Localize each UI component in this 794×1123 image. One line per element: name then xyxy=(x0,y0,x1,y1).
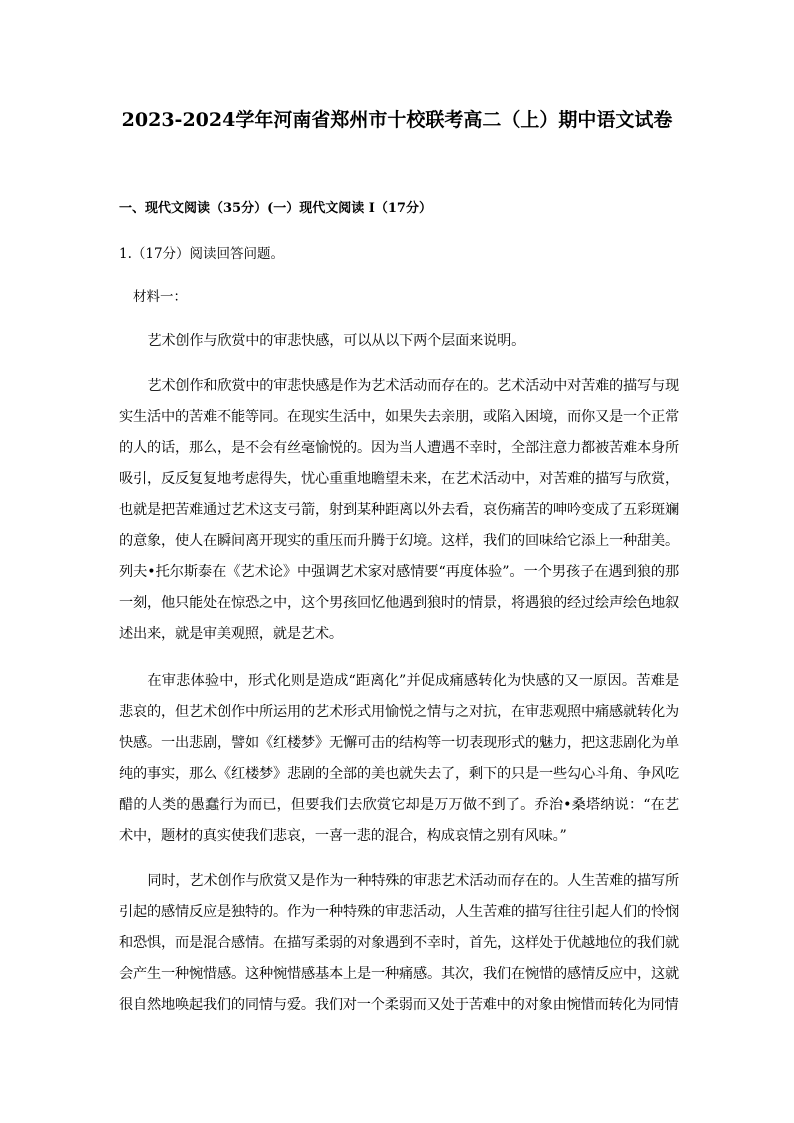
paragraph-special-activity: 同时，艺术创作与欣赏又是作为一种特殊的审悲艺术活动而存在的。人生苦难的描写所引起的感情反应是独特的。作为一种特殊的审悲活动，人生苦难的描写往往引起人们的怜悯和恐惧，而是混合感情。在描写柔弱的对象遇到不幸时，首先，这样处于优越地位的我们就会产生一种惋惜感。这种惋惜感基本上是一种痛感。其次，我们在惋惜的感情反应中，这就很自然地唤起我们的同情与爱。我们对一个柔弱而又处于苦难中的对象由惋惜而转化为同情 xyxy=(119,873,679,1013)
question-prompt: 1.（17分）阅读回答问题。 xyxy=(119,246,285,262)
paragraph-artistic-activity: 艺术创作和欣赏中的审悲快感是作为艺术活动而存在的。艺术活动中对苦难的描写与现实生活中的苦难不能等同。在现实生活中，如果失去亲朋，或陷入困境，而你又是一个正常的人的话，那么，是不会有丝毫愉悦的。因为当人遭遇不幸时，全部注意力都被苦难本身所吸引，反反复复地考虑得失，忧心重重地瞻望未来，在艺术活动中，对苦难的描写与欣赏，也就是把苦难通过艺术这支弓箭，射到某种距离以外去看，哀伤痛苦的呻吟变成了五彩斑斓的意象，使人在瞬间离开现实的重压而升腾于幻境。这样，我们的回味给它添上一种甜美。列夫•托尔斯泰在《艺术论》中强调艺术家对感情要“再度体验”。一个男孩子在遇到狼的那一刻，他只能处在惊恐之中，这个男孩回忆他遇到狼时的情景，将遇狼的经过绘声绘色地叙述出来，就是审美观照，就是艺术。 xyxy=(119,378,679,642)
material-label: 材料一： xyxy=(133,289,187,305)
paragraph-formalization: 在审悲体验中，形式化则是造成“距离化”并促成痛感转化为快感的又一原因。苦难是悲哀的，但艺术创作中所运用的艺术形式用愉悦之情与之对抗，在审悲观照中痛感就转化为快感。一出悲剧，譬如《红楼梦》无懈可击的结构等一切表现形式的魅力，把这悲剧化为单纯的事实，那么《红楼梦》悲剧的全部的美也就失去了，剩下的只是一些勾心斗角、争风吃醋的人类的愚蠢行为而已，但要我们去欣赏它却是万万做不到了。乔治•桑塔纳说：“在艺术中，题材的真实使我们悲哀，一喜一悲的混合，构成哀情之别有风味。” xyxy=(119,673,679,844)
document-title: 2023-2024学年河南省郑州市十校联考高二（上）期中语文试卷 xyxy=(121,109,673,131)
paragraph-intro: 艺术创作与欣赏中的审悲快感，可以从以下两个层面来说明。 xyxy=(147,333,526,349)
section-heading: 一、现代文阅读（35分）(一）现代文阅读 I（17分） xyxy=(119,201,432,216)
